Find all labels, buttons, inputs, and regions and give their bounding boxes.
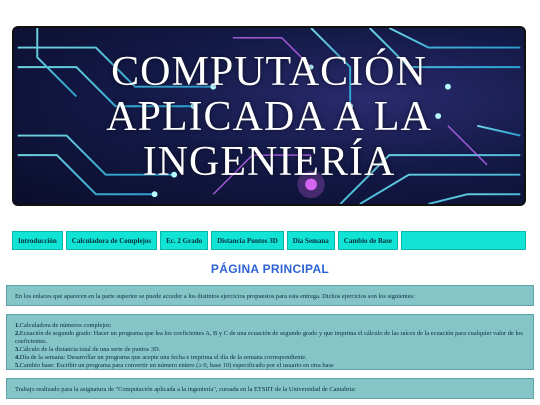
intro-box (6, 285, 534, 306)
site-title-line-3: INGENIERÍA (142, 139, 396, 185)
exercise-item (15, 354, 525, 362)
footer-text: Trabajo realizado para la asignatura de "Computación aplicada a la ingeniería", cursada en la ETSIIT de la Universidad de Cantabria: (15, 386, 356, 393)
exercise-item (15, 322, 525, 330)
nav-link-calculadora-complejos[interactable]: Calculadora de Complejos (66, 231, 157, 250)
exercise-text: Cálculo de la distancia total de una serie de puntos 3D. (19, 346, 161, 353)
exercises-box (6, 314, 534, 370)
exercise-number: 1. (15, 322, 20, 329)
nav-link-distancia-puntos-3d[interactable]: Distancia Puntos 3D (211, 231, 284, 250)
exercise-text: Día de la semana: Desarrollar un programa que acepte una fecha e imprima el día de la semana correspondiente. (19, 354, 307, 361)
exercise-item (15, 362, 525, 370)
nav-link-cambio-de-base[interactable]: Cambio de Base (338, 231, 398, 250)
footer-box (6, 378, 534, 399)
main-nav (12, 231, 526, 250)
site-title-line-1: COMPUTACIÓN (111, 49, 427, 95)
exercise-number: 5. (15, 362, 20, 369)
page-title: PÁGINA PRINCIPAL (210, 262, 330, 276)
site-title-line-2: APLICADA A LA (106, 94, 432, 140)
exercise-text: Cambio base: Escribir un programa para convertir un número entero (≥ 0, base 10) especificado por el usuario en otra base (19, 362, 334, 369)
nav-filler (401, 231, 526, 250)
exercise-text: Ecuación de segundo grado: Hacer un programa que lea los coeficientes A, B y C de una ecuación de segundo grado y que imprima el cálculo de las raíces de la ecuación para cualquier valor de los coeficientes. (15, 330, 523, 345)
exercise-text: Calculadora de números complejos: (19, 322, 112, 329)
exercise-item (15, 346, 525, 354)
header-banner (12, 26, 526, 206)
exercise-number: 4. (15, 354, 20, 361)
intro-text: En los enlaces que aparecen en la parte superior se puede acceder a los distintos ejercicios propuestos para esta entrega. Dichos ejercicios son los siguientes: (15, 293, 415, 300)
nav-link-ec-2-grado[interactable]: Ec. 2 Grado (160, 231, 208, 250)
exercise-number: 2. (15, 330, 20, 337)
exercise-item (15, 330, 525, 346)
exercise-number: 3. (15, 346, 20, 353)
nav-link-dia-semana[interactable]: Día Semana (287, 231, 335, 250)
nav-link-introduccion[interactable]: Introducción (12, 231, 63, 250)
site-title (14, 50, 524, 185)
